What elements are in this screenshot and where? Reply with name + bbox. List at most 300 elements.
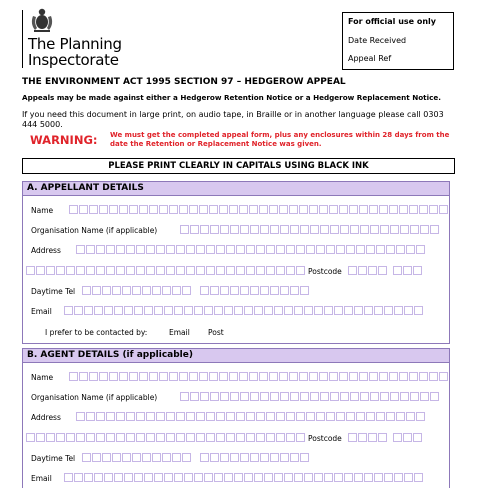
char-box[interactable] [240, 225, 249, 234]
char-box[interactable] [144, 306, 153, 315]
char-box[interactable] [189, 205, 198, 214]
char-box[interactable] [200, 392, 209, 401]
char-box[interactable] [319, 205, 328, 214]
char-box[interactable] [240, 453, 249, 462]
appellant-organisation-input[interactable] [180, 225, 440, 234]
contact-option-email[interactable]: Email [169, 328, 190, 337]
char-box[interactable] [396, 412, 405, 421]
char-box[interactable] [220, 286, 229, 295]
char-box[interactable] [116, 266, 125, 275]
char-box[interactable] [126, 245, 135, 254]
char-box[interactable] [129, 372, 138, 381]
char-box[interactable] [236, 412, 245, 421]
char-box[interactable] [296, 433, 305, 442]
char-box[interactable] [286, 412, 295, 421]
char-box[interactable] [259, 205, 268, 214]
char-box[interactable] [416, 245, 425, 254]
char-box[interactable] [246, 266, 255, 275]
char-box[interactable] [194, 306, 203, 315]
char-box[interactable] [240, 286, 249, 295]
char-box[interactable] [379, 205, 388, 214]
char-box[interactable] [229, 372, 238, 381]
char-box[interactable] [224, 306, 233, 315]
char-box[interactable] [139, 372, 148, 381]
char-box[interactable] [94, 306, 103, 315]
char-box[interactable] [250, 286, 259, 295]
char-box[interactable] [146, 266, 155, 275]
char-box[interactable] [406, 412, 415, 421]
char-box[interactable] [109, 205, 118, 214]
char-box[interactable] [266, 412, 275, 421]
char-box[interactable] [146, 245, 155, 254]
char-box[interactable] [254, 306, 263, 315]
char-box[interactable] [430, 225, 439, 234]
char-box[interactable] [300, 392, 309, 401]
char-box[interactable] [89, 372, 98, 381]
char-box[interactable] [259, 372, 268, 381]
char-box[interactable] [409, 372, 418, 381]
char-box[interactable] [399, 372, 408, 381]
char-box[interactable] [419, 372, 428, 381]
char-box[interactable] [74, 473, 83, 482]
char-box[interactable] [256, 412, 265, 421]
char-box[interactable] [366, 245, 375, 254]
char-box[interactable] [96, 412, 105, 421]
char-box[interactable] [320, 392, 329, 401]
char-box[interactable] [122, 453, 131, 462]
char-box[interactable] [84, 306, 93, 315]
char-box[interactable] [344, 306, 353, 315]
char-box[interactable] [376, 245, 385, 254]
char-box[interactable] [439, 205, 448, 214]
char-box[interactable] [64, 306, 73, 315]
char-box[interactable] [114, 306, 123, 315]
char-box[interactable] [220, 453, 229, 462]
char-box[interactable] [136, 412, 145, 421]
char-box[interactable] [69, 372, 78, 381]
char-box[interactable] [86, 412, 95, 421]
char-box[interactable] [206, 266, 215, 275]
char-box[interactable] [403, 433, 412, 442]
agent-address-line1-input[interactable] [76, 412, 426, 421]
char-box[interactable] [290, 225, 299, 234]
appellant-address-line2-input[interactable] [26, 266, 306, 275]
char-box[interactable] [179, 205, 188, 214]
char-box[interactable] [154, 306, 163, 315]
agent-email-input[interactable] [64, 473, 424, 482]
char-box[interactable] [226, 433, 235, 442]
char-box[interactable] [400, 392, 409, 401]
char-box[interactable] [290, 453, 299, 462]
agent-name-input[interactable] [69, 372, 449, 381]
char-box[interactable] [274, 306, 283, 315]
char-box[interactable] [270, 286, 279, 295]
char-box[interactable] [190, 225, 199, 234]
char-box[interactable] [334, 306, 343, 315]
char-box[interactable] [326, 412, 335, 421]
char-box[interactable] [156, 412, 165, 421]
char-box[interactable] [249, 205, 258, 214]
char-box[interactable] [199, 372, 208, 381]
char-box[interactable] [210, 225, 219, 234]
char-box[interactable] [79, 205, 88, 214]
char-box[interactable] [96, 266, 105, 275]
char-box[interactable] [414, 306, 423, 315]
char-box[interactable] [176, 266, 185, 275]
char-box[interactable] [250, 225, 259, 234]
char-box[interactable] [186, 245, 195, 254]
char-box[interactable] [129, 205, 138, 214]
char-box[interactable] [310, 225, 319, 234]
agent-postcode-part1-input[interactable] [348, 433, 388, 442]
char-box[interactable] [429, 372, 438, 381]
char-box[interactable] [194, 473, 203, 482]
char-box[interactable] [276, 266, 285, 275]
char-box[interactable] [254, 473, 263, 482]
char-box[interactable] [354, 473, 363, 482]
char-box[interactable] [104, 306, 113, 315]
char-box[interactable] [104, 473, 113, 482]
char-box[interactable] [300, 225, 309, 234]
char-box[interactable] [413, 266, 422, 275]
char-box[interactable] [96, 245, 105, 254]
char-box[interactable] [370, 392, 379, 401]
char-box[interactable] [289, 205, 298, 214]
char-box[interactable] [172, 453, 181, 462]
char-box[interactable] [180, 225, 189, 234]
char-box[interactable] [76, 433, 85, 442]
char-box[interactable] [369, 205, 378, 214]
char-box[interactable] [196, 245, 205, 254]
char-box[interactable] [394, 306, 403, 315]
char-box[interactable] [410, 392, 419, 401]
char-box[interactable] [304, 473, 313, 482]
char-box[interactable] [86, 245, 95, 254]
char-box[interactable] [299, 372, 308, 381]
char-box[interactable] [246, 245, 255, 254]
char-box[interactable] [364, 306, 373, 315]
char-box[interactable] [144, 473, 153, 482]
char-box[interactable] [310, 392, 319, 401]
char-box[interactable] [164, 473, 173, 482]
char-box[interactable] [119, 372, 128, 381]
char-box[interactable] [224, 473, 233, 482]
char-box[interactable] [430, 392, 439, 401]
char-box[interactable] [358, 266, 367, 275]
agent-tel-number-input[interactable] [200, 453, 310, 462]
char-box[interactable] [66, 266, 75, 275]
appellant-name-input[interactable] [69, 205, 449, 214]
char-box[interactable] [368, 433, 377, 442]
char-box[interactable] [306, 412, 315, 421]
char-box[interactable] [76, 412, 85, 421]
char-box[interactable] [320, 225, 329, 234]
char-box[interactable] [240, 392, 249, 401]
char-box[interactable] [152, 286, 161, 295]
char-box[interactable] [296, 245, 305, 254]
char-box[interactable] [184, 473, 193, 482]
char-box[interactable] [109, 372, 118, 381]
char-box[interactable] [266, 245, 275, 254]
char-box[interactable] [142, 286, 151, 295]
char-box[interactable] [260, 286, 269, 295]
char-box[interactable] [366, 412, 375, 421]
agent-organisation-input[interactable] [180, 392, 440, 401]
char-box[interactable] [154, 473, 163, 482]
char-box[interactable] [409, 205, 418, 214]
char-box[interactable] [309, 372, 318, 381]
char-box[interactable] [132, 286, 141, 295]
char-box[interactable] [419, 205, 428, 214]
appellant-postcode-part2-input[interactable] [393, 266, 423, 275]
char-box[interactable] [186, 412, 195, 421]
char-box[interactable] [166, 412, 175, 421]
char-box[interactable] [56, 266, 65, 275]
char-box[interactable] [334, 473, 343, 482]
char-box[interactable] [350, 225, 359, 234]
char-box[interactable] [250, 392, 259, 401]
char-box[interactable] [250, 453, 259, 462]
char-box[interactable] [76, 266, 85, 275]
char-box[interactable] [413, 433, 422, 442]
char-box[interactable] [136, 245, 145, 254]
char-box[interactable] [162, 453, 171, 462]
char-box[interactable] [190, 392, 199, 401]
char-box[interactable] [56, 433, 65, 442]
char-box[interactable] [230, 392, 239, 401]
char-box[interactable] [244, 306, 253, 315]
char-box[interactable] [280, 453, 289, 462]
char-box[interactable] [116, 433, 125, 442]
char-box[interactable] [269, 205, 278, 214]
char-box[interactable] [136, 266, 145, 275]
appellant-postcode-part1-input[interactable] [348, 266, 388, 275]
char-box[interactable] [300, 453, 309, 462]
char-box[interactable] [26, 266, 35, 275]
char-box[interactable] [64, 473, 73, 482]
char-box[interactable] [92, 286, 101, 295]
char-box[interactable] [376, 412, 385, 421]
char-box[interactable] [264, 473, 273, 482]
char-box[interactable] [299, 205, 308, 214]
char-box[interactable] [316, 245, 325, 254]
char-box[interactable] [286, 433, 295, 442]
char-box[interactable] [266, 433, 275, 442]
char-box[interactable] [200, 286, 209, 295]
char-box[interactable] [196, 266, 205, 275]
char-box[interactable] [182, 286, 191, 295]
char-box[interactable] [214, 473, 223, 482]
char-box[interactable] [350, 392, 359, 401]
char-box[interactable] [206, 245, 215, 254]
appellant-tel-code-input[interactable] [82, 286, 192, 295]
char-box[interactable] [339, 372, 348, 381]
char-box[interactable] [26, 433, 35, 442]
char-box[interactable] [349, 372, 358, 381]
contact-option-post[interactable]: Post [208, 328, 224, 337]
char-box[interactable] [378, 266, 387, 275]
char-box[interactable] [276, 245, 285, 254]
char-box[interactable] [260, 392, 269, 401]
char-box[interactable] [344, 473, 353, 482]
char-box[interactable] [126, 412, 135, 421]
char-box[interactable] [174, 306, 183, 315]
char-box[interactable] [164, 306, 173, 315]
char-box[interactable] [76, 245, 85, 254]
char-box[interactable] [106, 245, 115, 254]
char-box[interactable] [439, 372, 448, 381]
char-box[interactable] [330, 392, 339, 401]
char-box[interactable] [186, 266, 195, 275]
char-box[interactable] [204, 306, 213, 315]
char-box[interactable] [204, 473, 213, 482]
char-box[interactable] [169, 205, 178, 214]
char-box[interactable] [336, 412, 345, 421]
char-box[interactable] [116, 412, 125, 421]
char-box[interactable] [166, 433, 175, 442]
char-box[interactable] [249, 372, 258, 381]
char-box[interactable] [256, 433, 265, 442]
char-box[interactable] [89, 205, 98, 214]
char-box[interactable] [420, 392, 429, 401]
char-box[interactable] [330, 225, 339, 234]
char-box[interactable] [106, 266, 115, 275]
char-box[interactable] [276, 433, 285, 442]
char-box[interactable] [209, 205, 218, 214]
char-box[interactable] [396, 245, 405, 254]
char-box[interactable] [169, 372, 178, 381]
char-box[interactable] [279, 372, 288, 381]
char-box[interactable] [379, 372, 388, 381]
char-box[interactable] [180, 392, 189, 401]
char-box[interactable] [356, 245, 365, 254]
char-box[interactable] [196, 412, 205, 421]
char-box[interactable] [182, 453, 191, 462]
char-box[interactable] [66, 433, 75, 442]
char-box[interactable] [136, 433, 145, 442]
char-box[interactable] [290, 286, 299, 295]
char-box[interactable] [159, 372, 168, 381]
char-box[interactable] [36, 266, 45, 275]
char-box[interactable] [368, 266, 377, 275]
char-box[interactable] [420, 225, 429, 234]
char-box[interactable] [230, 453, 239, 462]
char-box[interactable] [294, 306, 303, 315]
char-box[interactable] [99, 205, 108, 214]
char-box[interactable] [404, 473, 413, 482]
char-box[interactable] [102, 286, 111, 295]
char-box[interactable] [134, 306, 143, 315]
char-box[interactable] [229, 205, 238, 214]
char-box[interactable] [296, 412, 305, 421]
char-box[interactable] [316, 412, 325, 421]
char-box[interactable] [199, 205, 208, 214]
char-box[interactable] [270, 453, 279, 462]
char-box[interactable] [406, 245, 415, 254]
char-box[interactable] [279, 205, 288, 214]
char-box[interactable] [348, 433, 357, 442]
char-box[interactable] [264, 306, 273, 315]
char-box[interactable] [86, 266, 95, 275]
char-box[interactable] [146, 433, 155, 442]
char-box[interactable] [374, 306, 383, 315]
char-box[interactable] [389, 372, 398, 381]
char-box[interactable] [349, 205, 358, 214]
char-box[interactable] [360, 392, 369, 401]
char-box[interactable] [166, 266, 175, 275]
char-box[interactable] [226, 245, 235, 254]
char-box[interactable] [393, 266, 402, 275]
char-box[interactable] [399, 205, 408, 214]
char-box[interactable] [216, 433, 225, 442]
char-box[interactable] [236, 266, 245, 275]
char-box[interactable] [239, 205, 248, 214]
char-box[interactable] [214, 306, 223, 315]
char-box[interactable] [236, 245, 245, 254]
char-box[interactable] [289, 372, 298, 381]
char-box[interactable] [414, 473, 423, 482]
char-box[interactable] [36, 433, 45, 442]
char-box[interactable] [274, 473, 283, 482]
char-box[interactable] [200, 225, 209, 234]
char-box[interactable] [172, 286, 181, 295]
char-box[interactable] [294, 473, 303, 482]
char-box[interactable] [354, 306, 363, 315]
char-box[interactable] [216, 412, 225, 421]
char-box[interactable] [132, 453, 141, 462]
char-box[interactable] [206, 433, 215, 442]
char-box[interactable] [230, 225, 239, 234]
char-box[interactable] [386, 245, 395, 254]
char-box[interactable] [196, 433, 205, 442]
char-box[interactable] [276, 412, 285, 421]
char-box[interactable] [390, 392, 399, 401]
char-box[interactable] [416, 412, 425, 421]
char-box[interactable] [234, 473, 243, 482]
char-box[interactable] [119, 205, 128, 214]
char-box[interactable] [69, 205, 78, 214]
char-box[interactable] [266, 266, 275, 275]
char-box[interactable] [86, 433, 95, 442]
char-box[interactable] [146, 412, 155, 421]
char-box[interactable] [134, 473, 143, 482]
char-box[interactable] [206, 412, 215, 421]
char-box[interactable] [386, 412, 395, 421]
char-box[interactable] [156, 266, 165, 275]
char-box[interactable] [260, 453, 269, 462]
agent-address-line2-input[interactable] [26, 433, 306, 442]
char-box[interactable] [286, 266, 295, 275]
char-box[interactable] [244, 473, 253, 482]
char-box[interactable] [74, 306, 83, 315]
appellant-tel-number-input[interactable] [200, 286, 310, 295]
char-box[interactable] [46, 433, 55, 442]
char-box[interactable] [326, 245, 335, 254]
char-box[interactable] [246, 412, 255, 421]
char-box[interactable] [429, 205, 438, 214]
char-box[interactable] [239, 372, 248, 381]
char-box[interactable] [309, 205, 318, 214]
char-box[interactable] [112, 286, 121, 295]
char-box[interactable] [82, 286, 91, 295]
char-box[interactable] [220, 225, 229, 234]
char-box[interactable] [159, 205, 168, 214]
char-box[interactable] [116, 245, 125, 254]
char-box[interactable] [82, 453, 91, 462]
char-box[interactable] [346, 245, 355, 254]
char-box[interactable] [390, 225, 399, 234]
char-box[interactable] [404, 306, 413, 315]
